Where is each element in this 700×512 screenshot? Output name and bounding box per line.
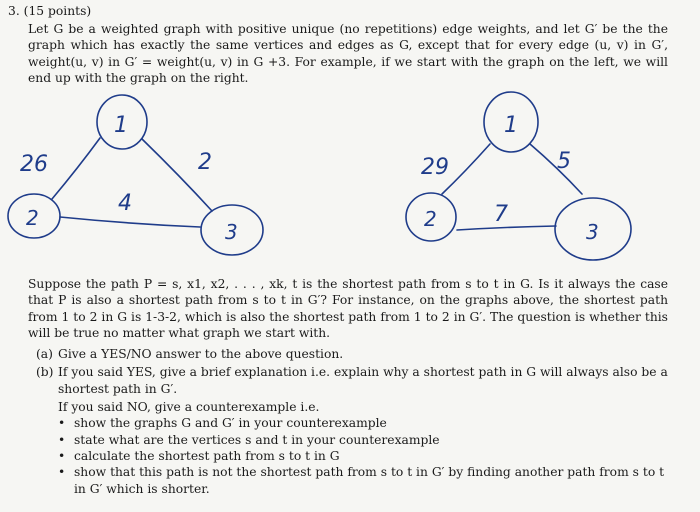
step-text: show that this path is not the shortest path from s to t in G′ by finding another path from s to t in G′ which is shorter. [74, 465, 665, 496]
item-b-marker: (b) [36, 365, 54, 380]
counterexample-steps [36, 415, 676, 497]
graph-drawings [0, 86, 700, 266]
step-item [58, 448, 676, 464]
item-a-marker: (a) [36, 347, 53, 361]
item-b [36, 364, 676, 397]
question-paragraph: Suppose the path P = s, x1, x2, . . . , xk, t is the shortest path from s to t in G. Is it always the case that P is also a shortest path from s to t in G′? For instance, on the graphs above, the shortest path from 1 to 2 in G is 1-3-2, which is also the shortest path from 1 to 2 in G′. The question is whether this will be true no matter what graph we start with. [28, 277, 668, 341]
bullet-icon: • [58, 465, 66, 480]
item-b-text: If you said YES, give a brief explanation i.e. explain why a shortest path in G will always also be a shortest path in G′. [58, 365, 668, 396]
step-text: calculate the shortest path from s to t in G [74, 449, 340, 464]
right-edge-1-3-label: 5 [557, 149, 571, 174]
right-node-1-label: 1 [504, 113, 518, 138]
step-item [58, 464, 676, 497]
graphs-figure [0, 86, 700, 266]
step-item [58, 432, 676, 448]
left-node-3-label: 3 [225, 220, 238, 244]
item-a [36, 346, 676, 362]
intro-paragraph: Let G be a weighted graph with positive unique (no repetitions) edge weights, and let G′ be the the graph which has exactly the same vertices and edges as G, except that for every edge (u, v) in G′, weight(u, v) in G′ = weight(u, v) in G +3. For example, if we start with the graph on the left, we will end up with the graph on the right. [28, 22, 668, 86]
right-edge-2-3-label: 7 [494, 202, 508, 227]
question-items [36, 346, 676, 497]
right-edge-1-2 [442, 144, 490, 194]
step-item [58, 415, 676, 431]
left-edge-2-3-label: 4 [118, 191, 132, 216]
step-text: show the graphs G and G′ in your counterexample [74, 416, 387, 431]
item-b-no-text: If you said NO, give a counterexample i.e. [58, 400, 320, 415]
right-node-2-label: 2 [424, 207, 437, 231]
step-text: state what are the vertices s and t in your counterexample [74, 432, 440, 447]
bullet-icon: • [58, 449, 66, 464]
left-edge-2-3 [60, 217, 200, 227]
problem-heading: 3. (15 points) [8, 4, 92, 18]
left-edge-1-2 [52, 138, 100, 199]
right-edge-1-3 [530, 144, 582, 194]
right-edge-1-2-label: 29 [421, 155, 449, 180]
left-edge-1-2-label: 26 [20, 152, 48, 177]
bullet-icon: • [58, 432, 66, 447]
left-node-2-label: 2 [26, 206, 39, 230]
left-node-1-label: 1 [114, 113, 128, 138]
left-edge-1-3-label: 2 [198, 150, 212, 175]
item-a-text: Give a YES/NO answer to the above question. [58, 347, 344, 361]
bullet-icon: • [58, 416, 66, 431]
right-node-3-label: 3 [586, 220, 599, 244]
